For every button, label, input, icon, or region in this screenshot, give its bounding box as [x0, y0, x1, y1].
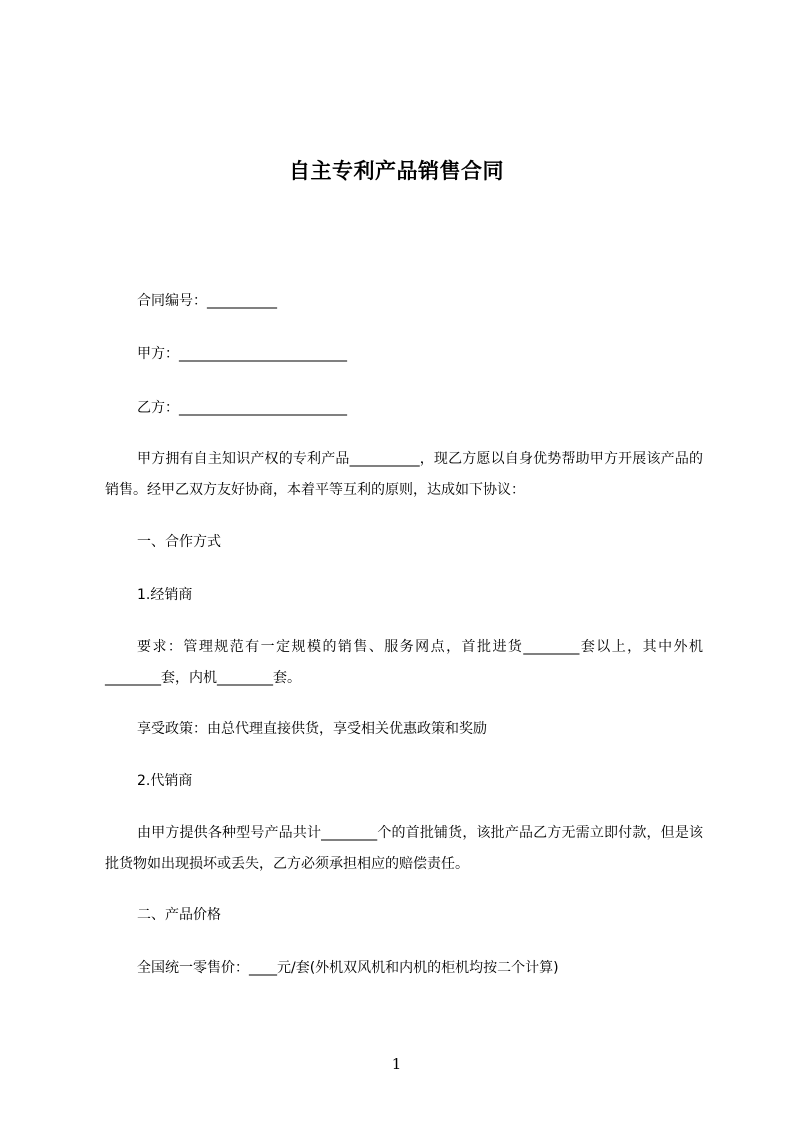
party-b-line: 乙方：________________________	[137, 400, 347, 416]
subsection-2-heading: 2.代销商	[137, 773, 193, 789]
party-a-line: 甲方：________________________	[137, 346, 347, 362]
page-number: 1	[391, 1055, 402, 1073]
subsection-1-heading: 1.经销商	[137, 587, 193, 603]
document-title: 自主专利产品销售合同	[289, 159, 504, 184]
intro-paragraph: 甲方拥有自主知识产权的专利产品__________，现乙方愿以自身优势帮助甲方开展该产品的销售。经甲乙双方友好协商，本着平等互利的原则，达成如下协议：	[105, 451, 703, 498]
section-1-heading: 一、合作方式	[137, 534, 221, 550]
retail-price-line: 全国统一零售价：____元/套(外机双风机和内机的柜机均按二个计算)	[137, 960, 559, 976]
distributor-requirements-paragraph: 要求：管理规范有一定规模的销售、服务网点，首批进货________套以上，其中外机________套，内机________套。	[105, 639, 703, 686]
contract-number-line: 合同编号：__________	[137, 293, 277, 309]
distributor-policy-line: 享受政策：由总代理直接供货，享受相关优惠政策和奖励	[137, 721, 487, 737]
section-2-heading: 二、产品价格	[137, 907, 221, 923]
agent-terms-paragraph: 由甲方提供各种型号产品共计________个的首批铺货，该批产品乙方无需立即付款，但是该批货物如出现损坏或丢失，乙方必须承担相应的赔偿责任。	[105, 825, 703, 872]
